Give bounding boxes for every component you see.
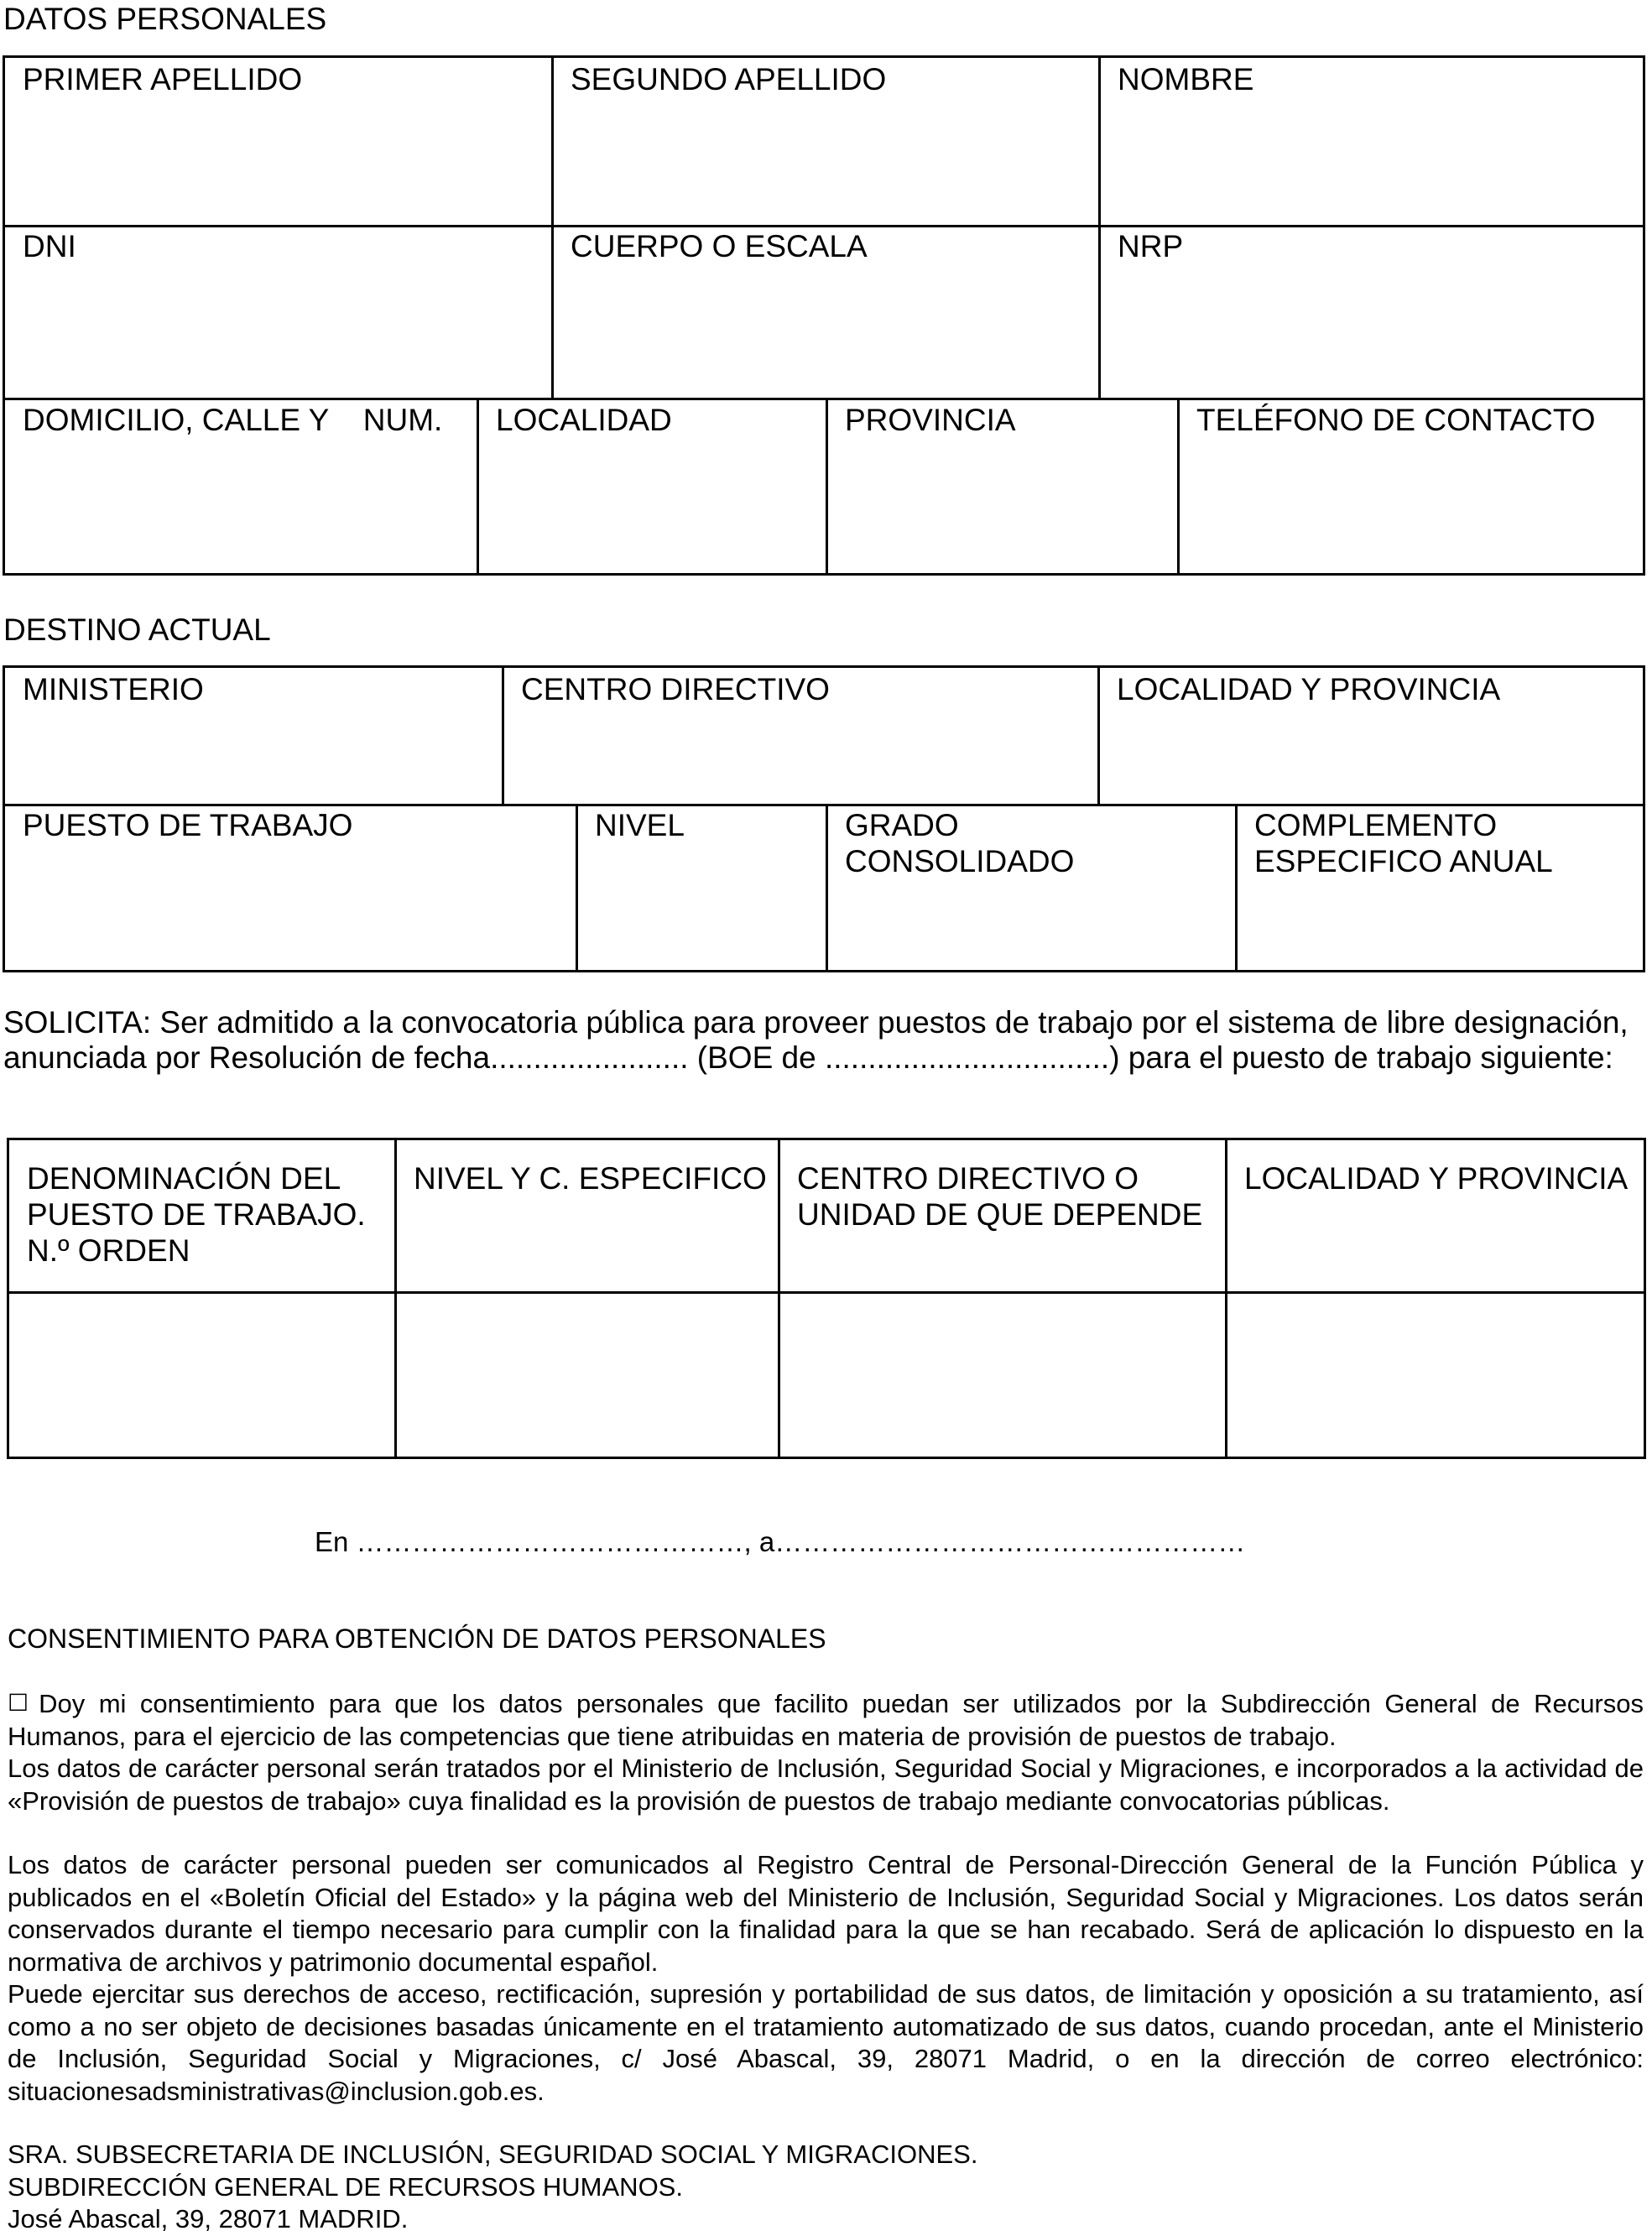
column-divider	[502, 668, 504, 804]
field-dni[interactable]: DNI	[23, 229, 76, 263]
field-localidad-provincia[interactable]: LOCALIDAD Y PROVINCIA	[1117, 672, 1501, 706]
field-primer-apellido[interactable]: PRIMER APELLIDO	[23, 62, 303, 96]
consent-heading: CONSENTIMIENTO PARA OBTENCIÓN DE DATOS PERSONALES	[8, 1624, 826, 1654]
place-date-line[interactable]: En ……………………………………, a……………………………………………	[315, 1526, 1246, 1557]
field-centro-directivo[interactable]: CENTRO DIRECTIVO	[521, 672, 830, 706]
personal-data-grid	[3, 55, 1645, 576]
column-divider	[826, 804, 828, 972]
column-divider	[826, 398, 828, 576]
consent-paragraph: Los datos de carácter personal serán tratados por el Ministerio de Inclusión, Seguridad Social y Migraciones, e incorporados a la actividad de «Provisión de puestos de trabajo» cuya finalidad es la provisión de puestos de trabajo mediante convocatorias públicas.	[8, 1754, 1644, 1816]
solicita-paragraph: SOLICITA: Ser admitido a la convocatoria pública para proveer puestos de trabajo por el sistema de libre designación, anunciada por Resolución de fecha....................... (BOE de .................................) para el puesto de trabajo siguiente:	[3, 1005, 1629, 1075]
input-cell-denominacion[interactable]	[12, 1294, 392, 1457]
column-divider	[1235, 804, 1238, 972]
recipient-address	[8, 2139, 977, 2236]
field-localidad[interactable]: LOCALIDAD	[496, 403, 672, 437]
column-divider	[1177, 398, 1180, 576]
address-line: José Abascal, 39, 28071 MADRID.	[8, 2204, 409, 2233]
current-post-grid	[3, 665, 1645, 972]
input-cell-nivel[interactable]	[397, 1294, 775, 1457]
column-header-centro: CENTRO DIRECTIVO O UNIDAD DE QUE DEPENDE	[797, 1161, 1203, 1232]
column-header-denominacion: DENOMINACIÓN DEL PUESTO DE TRABAJO. N.º ORDEN	[27, 1161, 366, 1268]
requested-post-table	[7, 1138, 1646, 1459]
consent-paragraph: Los datos de carácter personal pueden ser comunicados al Registro Central de Personal-Dirección General de la Función Pública y publicados en el «Boletín Oficial del Estado» y la página web del Ministerio de Inclusión, Seguridad Social y Migraciones. Los datos serán conservados durante el tiempo necesario para cumplir con la finalidad para la que se han recabado. Será de aplicación lo dispuesto en la normativa de archivos y patrimonio documental español.	[8, 1850, 1644, 1977]
field-domicilio[interactable]: DOMICILIO, CALLE Y NUM.	[23, 403, 443, 437]
field-nrp[interactable]: NRP	[1118, 229, 1184, 263]
personal-data-heading: DATOS PERSONALES	[3, 2, 327, 36]
address-line: SUBDIRECCIÓN GENERAL DE RECURSOS HUMANOS.	[8, 2171, 683, 2202]
field-provincia[interactable]: PROVINCIA	[845, 403, 1016, 437]
field-complemento-especifico[interactable]: COMPLEMENTO ESPECIFICO ANUAL	[1254, 808, 1553, 878]
column-divider	[576, 804, 578, 972]
field-nivel[interactable]: NIVEL	[595, 808, 685, 842]
field-segundo-apellido[interactable]: SEGUNDO APELLIDO	[571, 62, 887, 96]
field-puesto-trabajo[interactable]: PUESTO DE TRABAJO	[23, 808, 353, 842]
consent-checkbox-row[interactable]	[8, 1687, 1644, 1753]
column-divider	[477, 398, 479, 576]
input-cell-localidad[interactable]	[1227, 1294, 1644, 1457]
field-telefono[interactable]: TELÉFONO DE CONTACTO	[1196, 403, 1596, 437]
column-divider	[1098, 58, 1101, 398]
address-line: SRA. SUBSECRETARIA DE INCLUSIÓN, SEGURIDAD SOCIAL Y MIGRACIONES.	[8, 2140, 978, 2169]
input-cell-centro[interactable]	[780, 1294, 1222, 1457]
current-post-heading: DESTINO ACTUAL	[3, 612, 271, 647]
row-divider	[5, 398, 1643, 400]
column-header-nivel: NIVEL Y C. ESPECIFICO	[414, 1161, 767, 1196]
column-divider	[1097, 668, 1100, 804]
consent-body	[8, 1687, 1644, 2108]
column-divider	[551, 58, 554, 398]
field-ministerio[interactable]: MINISTERIO	[23, 672, 204, 706]
field-grado-consolidado[interactable]: GRADO CONSOLIDADO	[845, 808, 1075, 878]
column-header-localidad: LOCALIDAD Y PROVINCIA	[1244, 1161, 1629, 1196]
row-divider	[5, 225, 1643, 227]
consent-checkbox-text: Doy mi consentimiento para que los datos personales que facilito puedan ser utilizados por la Subdirección General de Recursos Humanos, para el ejercicio de las competencias que tiene atribuidas en materia de provisión de puestos de trabajo.	[8, 1689, 1644, 1751]
consent-paragraph: Puede ejercitar sus derechos de acceso, rectificación, supresión y portabilidad de sus datos, de limitación y oposición a su tratamiento, así como a no ser objeto de decisiones basadas únicamente en el tratamiento automatizado de sus datos, cuando procedan, ante el Ministerio de Inclusión, Seguridad Social y Migraciones, c/ José Abascal, 39, 28071 Madrid, o en la dirección de correo electrónico: situacionesadsministrativas@inclusion.gob.es.	[8, 1979, 1644, 2106]
field-nombre[interactable]: NOMBRE	[1118, 62, 1254, 96]
checkbox-icon[interactable]: ☐	[8, 1690, 29, 1716]
row-divider	[5, 804, 1643, 806]
field-cuerpo-escala[interactable]: CUERPO O ESCALA	[571, 229, 868, 263]
